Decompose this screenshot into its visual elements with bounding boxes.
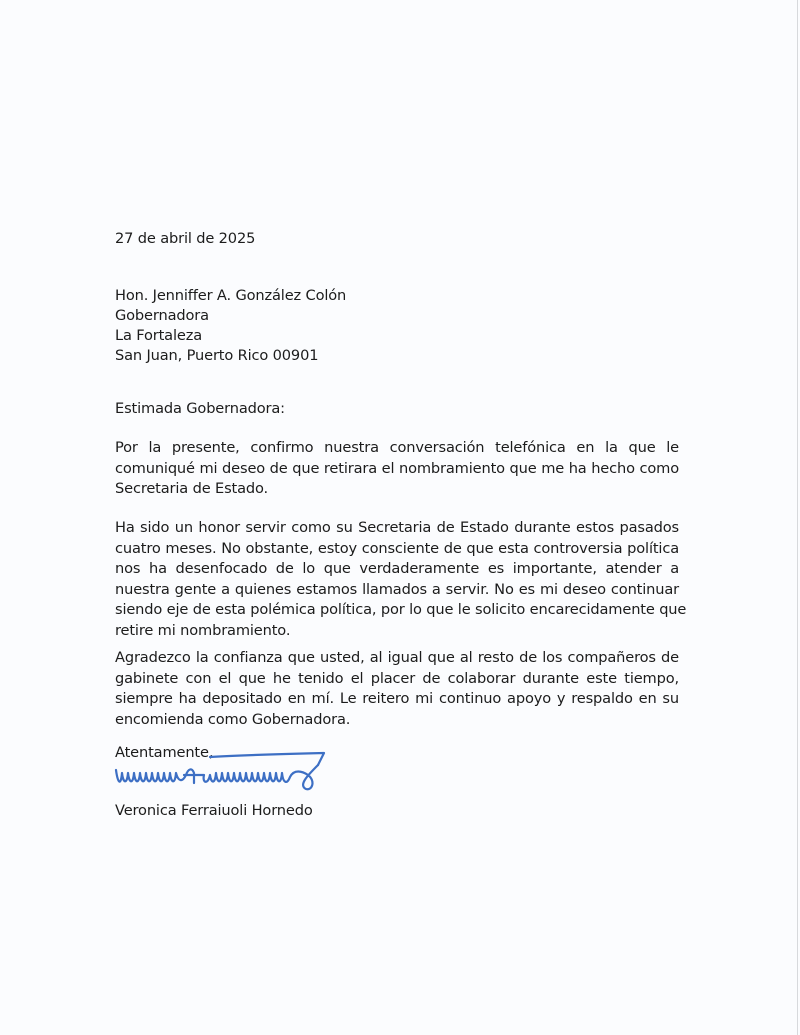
paragraph-2 <box>115 518 687 641</box>
paragraph-line: cuatro meses. No obstante, estoy consciente de que esta controversia política <box>115 539 679 557</box>
paragraph-line: comuniqué mi deseo de que retirara el nombramiento que me ha hecho como <box>115 459 679 477</box>
recipient-title: Gobernadora <box>115 307 209 324</box>
paragraph-line: Por la presente, confirmo nuestra conversación telefónica en la que le <box>115 439 679 456</box>
recipient-city: San Juan, Puerto Rico 00901 <box>115 347 319 364</box>
paragraph-1 <box>115 438 679 500</box>
recipient-address <box>115 286 346 366</box>
signature-strokes <box>116 753 324 789</box>
paragraph-line: nuestra gente a quienes estamos llamados a servir. No es mi deseo continuar <box>115 580 679 598</box>
letter-date: 27 de abril de 2025 <box>115 230 256 247</box>
recipient-name: Hon. Jenniffer A. González Colón <box>115 287 347 304</box>
paragraph-line: gabinete con el que he tenido el placer de colaborar durante este tiempo, <box>115 669 679 687</box>
paragraph-line: retire mi nombramiento. <box>115 621 291 639</box>
salutation: Estimada Gobernadora: <box>115 400 285 417</box>
signer-name: Veronica Ferraiuoli Hornedo <box>115 802 313 819</box>
paragraph-line: Agradezco la confianza que usted, al igual que al resto de los compañeros de <box>115 649 679 666</box>
signature-scribble-stroke <box>116 765 318 789</box>
paragraph-line: siempre ha depositado en mí. Le reitero mi continuo apoyo y respaldo en su <box>115 690 679 707</box>
paragraph-line: Secretaria de Estado. <box>115 480 269 497</box>
paragraph-line: Ha sido un honor servir como su Secretaria de Estado durante estos pasados <box>115 519 679 536</box>
closing: Atentamente, <box>115 744 214 761</box>
handwritten-signature <box>112 745 332 795</box>
paragraph-3 <box>115 648 679 730</box>
recipient-office: La Fortaleza <box>115 327 203 344</box>
scan-edge-line <box>797 0 798 1035</box>
paragraph-line: nos ha desenfocado de lo que verdaderamente es importante, atender a <box>115 560 679 577</box>
signature-underline-stroke <box>210 753 324 765</box>
paragraph-line: encomienda como Gobernadora. <box>115 710 351 728</box>
paragraph-line: siendo eje de esta polémica política, por lo que le solicito encarecidamente que <box>115 601 687 618</box>
